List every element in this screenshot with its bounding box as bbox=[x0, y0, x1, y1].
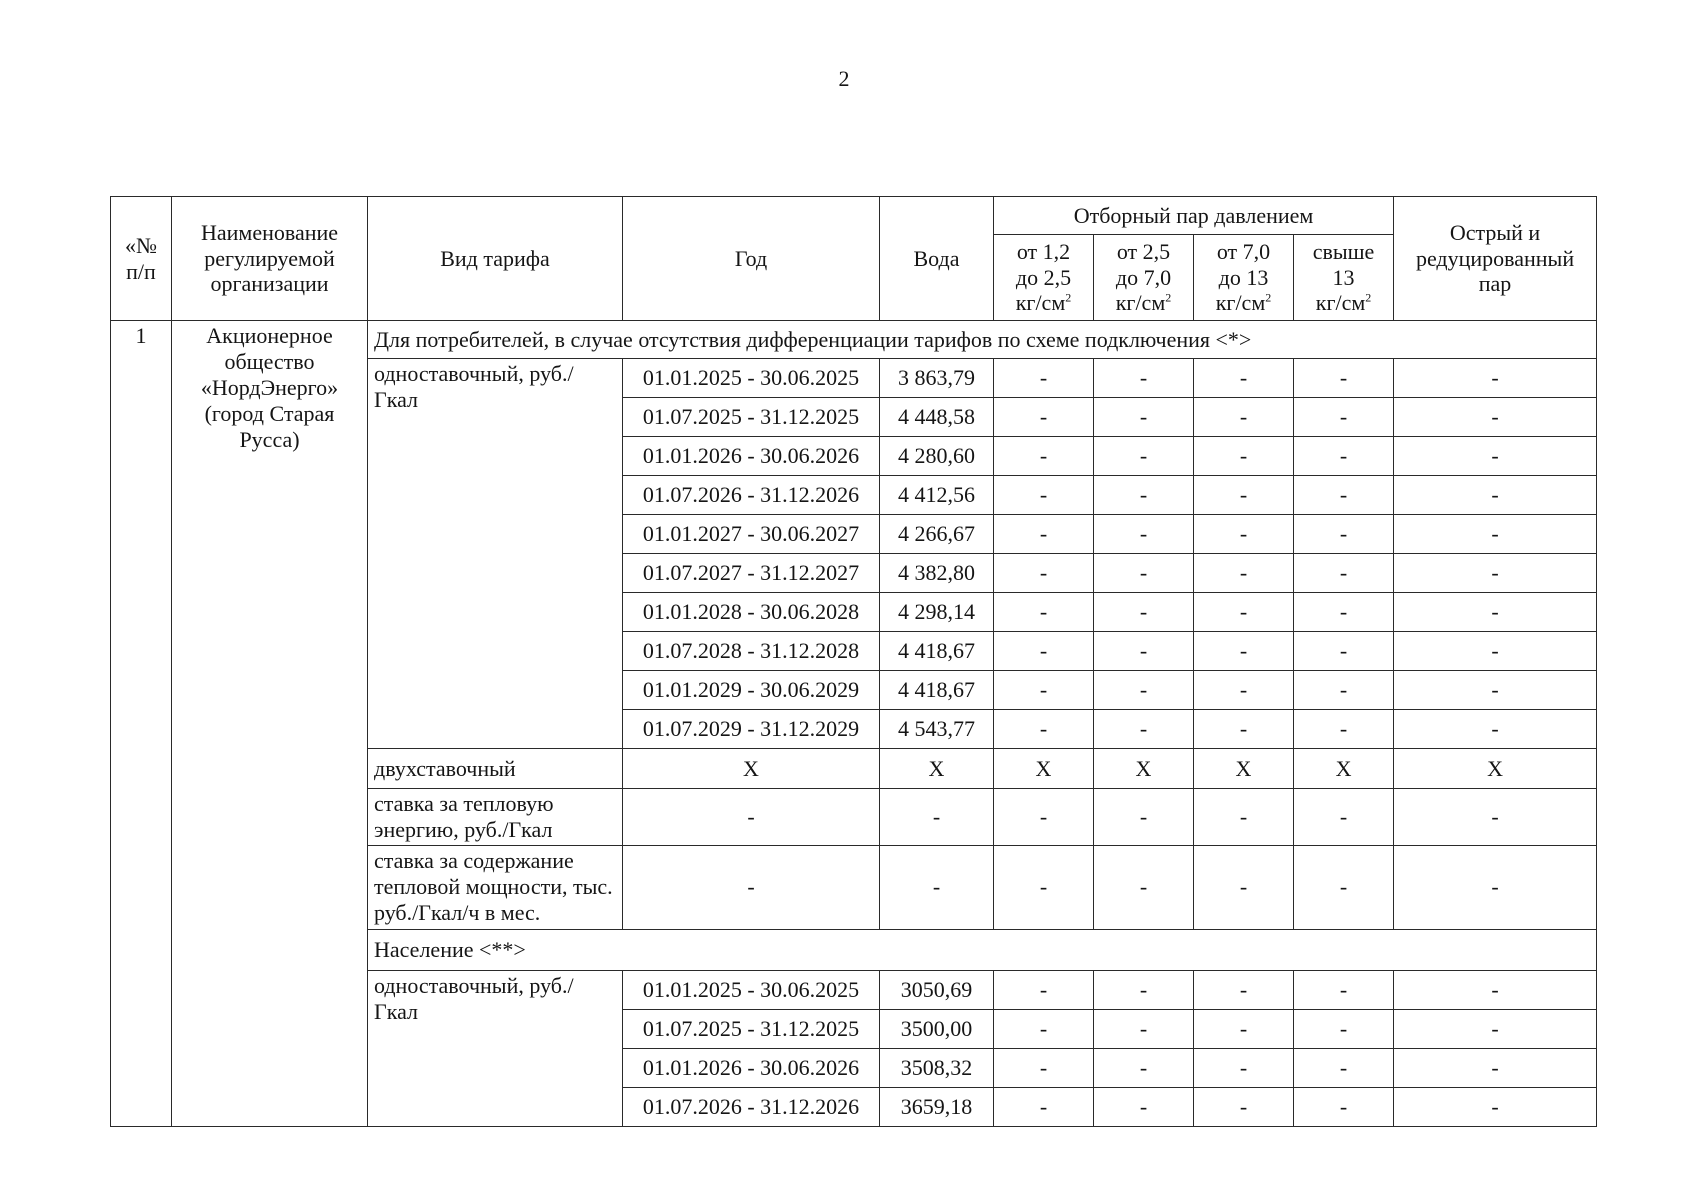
org-name: Акционерное общество «НордЭнерго» (город Старая Русса) bbox=[172, 321, 368, 1127]
steam-value: - bbox=[1294, 1087, 1394, 1126]
period-cell: 01.01.2029 - 30.06.2029 bbox=[623, 671, 880, 710]
period-cell: - bbox=[623, 789, 880, 846]
steam-value: - bbox=[1094, 554, 1194, 593]
steam-value: - bbox=[994, 437, 1094, 476]
steam-value: - bbox=[994, 845, 1094, 929]
period-cell: 01.07.2025 - 31.12.2025 bbox=[623, 1009, 880, 1048]
water-value: 4 266,67 bbox=[880, 515, 994, 554]
steam-value: - bbox=[1094, 515, 1194, 554]
steam-value: X bbox=[994, 749, 1094, 789]
water-value: 3500,00 bbox=[880, 1009, 994, 1048]
steam-value: X bbox=[1294, 749, 1394, 789]
sharp-steam-value: - bbox=[1394, 845, 1597, 929]
steam-value: - bbox=[1094, 845, 1194, 929]
steam-value: - bbox=[1294, 437, 1394, 476]
steam-value: - bbox=[994, 359, 1094, 398]
steam-value: - bbox=[994, 1087, 1094, 1126]
steam-value: - bbox=[994, 710, 1094, 749]
water-value: 3050,69 bbox=[880, 970, 994, 1009]
header-steam-group: Отборный пар давлением bbox=[994, 197, 1394, 235]
water-value: 4 448,58 bbox=[880, 398, 994, 437]
steam-value: - bbox=[1194, 437, 1294, 476]
period-cell: 01.07.2029 - 31.12.2029 bbox=[623, 710, 880, 749]
period-cell: 01.01.2026 - 30.06.2026 bbox=[623, 1048, 880, 1087]
steam-value: - bbox=[1094, 398, 1194, 437]
steam-value: - bbox=[1194, 632, 1294, 671]
sharp-steam-value: - bbox=[1394, 593, 1597, 632]
steam-value: - bbox=[1194, 1087, 1294, 1126]
water-value: 3508,32 bbox=[880, 1048, 994, 1087]
steam-value: - bbox=[1194, 593, 1294, 632]
steam-value: - bbox=[1194, 1009, 1294, 1048]
steam-value: - bbox=[994, 593, 1094, 632]
header-tariff-type: Вид тарифа bbox=[368, 197, 623, 321]
steam-value: - bbox=[1094, 437, 1194, 476]
sharp-steam-value: - bbox=[1394, 970, 1597, 1009]
steam-value: X bbox=[1094, 749, 1194, 789]
steam-value: - bbox=[1294, 554, 1394, 593]
steam-value: - bbox=[994, 398, 1094, 437]
steam-value: - bbox=[1294, 671, 1394, 710]
tariff-table bbox=[110, 196, 1597, 1127]
steam-value: - bbox=[1194, 970, 1294, 1009]
steam-value: - bbox=[1294, 476, 1394, 515]
steam-value: - bbox=[1294, 710, 1394, 749]
steam-value: - bbox=[1194, 359, 1294, 398]
sharp-steam-value: - bbox=[1394, 398, 1597, 437]
steam-value: - bbox=[994, 632, 1094, 671]
steam-value: - bbox=[1094, 632, 1194, 671]
steam-value: - bbox=[1194, 1048, 1294, 1087]
section-title-row bbox=[111, 321, 1597, 359]
period-cell: X bbox=[623, 749, 880, 789]
water-value: X bbox=[880, 749, 994, 789]
steam-value: - bbox=[1094, 671, 1194, 710]
steam-value: X bbox=[1194, 749, 1294, 789]
header-steam-col: от 1,2 до 2,5 $кг/см^2$ bbox=[994, 235, 1094, 321]
header-steam-col: от 2,5 до 7,0 $кг/см^2$ bbox=[1094, 235, 1194, 321]
steam-value: - bbox=[1294, 970, 1394, 1009]
period-cell: 01.01.2028 - 30.06.2028 bbox=[623, 593, 880, 632]
steam-value: - bbox=[1094, 1009, 1194, 1048]
steam-value: - bbox=[1194, 789, 1294, 846]
sharp-steam-value: - bbox=[1394, 710, 1597, 749]
steam-value: - bbox=[1194, 671, 1294, 710]
water-value: 4 543,77 bbox=[880, 710, 994, 749]
steam-value: - bbox=[1294, 359, 1394, 398]
steam-value: - bbox=[1294, 632, 1394, 671]
steam-value: - bbox=[1094, 476, 1194, 515]
steam-value: - bbox=[1094, 1087, 1194, 1126]
steam-value: - bbox=[994, 671, 1094, 710]
water-value: 4 298,14 bbox=[880, 593, 994, 632]
header-sharp-steam: Острый и редуцированный пар bbox=[1394, 197, 1597, 321]
steam-value: - bbox=[994, 789, 1094, 846]
section-title: Население <**> bbox=[368, 929, 1597, 970]
period-cell: 01.01.2026 - 30.06.2026 bbox=[623, 437, 880, 476]
sharp-steam-value: - bbox=[1394, 476, 1597, 515]
steam-value: - bbox=[994, 476, 1094, 515]
water-value: - bbox=[880, 789, 994, 846]
tariff-type-label: ставка за тепловую энергию, руб./Гкал bbox=[368, 789, 623, 846]
water-value: 3659,18 bbox=[880, 1087, 994, 1126]
tariff-type-label: двухставочный bbox=[368, 749, 623, 789]
steam-value: - bbox=[994, 1048, 1094, 1087]
water-value: 3 863,79 bbox=[880, 359, 994, 398]
header-org-name: Наименование регулируемой организации bbox=[172, 197, 368, 321]
steam-value: - bbox=[994, 1009, 1094, 1048]
period-cell: 01.01.2025 - 30.06.2025 bbox=[623, 359, 880, 398]
steam-value: - bbox=[1294, 593, 1394, 632]
period-cell: 01.07.2025 - 31.12.2025 bbox=[623, 398, 880, 437]
steam-value: - bbox=[1094, 970, 1194, 1009]
steam-value: - bbox=[1294, 1009, 1394, 1048]
steam-value: - bbox=[1094, 1048, 1194, 1087]
sharp-steam-value: - bbox=[1394, 789, 1597, 846]
period-cell: 01.07.2026 - 31.12.2026 bbox=[623, 476, 880, 515]
sharp-steam-value: - bbox=[1394, 515, 1597, 554]
sharp-steam-value: - bbox=[1394, 632, 1597, 671]
period-cell: 01.07.2028 - 31.12.2028 bbox=[623, 632, 880, 671]
water-value: 4 280,60 bbox=[880, 437, 994, 476]
page-number: 2 bbox=[838, 66, 850, 91]
steam-value: - bbox=[1194, 845, 1294, 929]
sharp-steam-value: - bbox=[1394, 671, 1597, 710]
steam-value: - bbox=[1094, 710, 1194, 749]
steam-value: - bbox=[1194, 710, 1294, 749]
water-value: 4 418,67 bbox=[880, 671, 994, 710]
header-steam-col: свыше 13 $кг/см^2$ bbox=[1294, 235, 1394, 321]
period-cell: 01.01.2027 - 30.06.2027 bbox=[623, 515, 880, 554]
steam-value: - bbox=[1194, 476, 1294, 515]
header-steam-col: от 7,0 до 13 $кг/см^2$ bbox=[1194, 235, 1294, 321]
sharp-steam-value: - bbox=[1394, 1087, 1597, 1126]
sharp-steam-value: - bbox=[1394, 359, 1597, 398]
steam-value: - bbox=[1294, 845, 1394, 929]
steam-value: - bbox=[1194, 398, 1294, 437]
tariff-type-label: одноставочный, руб./Гкал bbox=[368, 359, 623, 749]
sharp-steam-value: X bbox=[1394, 749, 1597, 789]
section-title: Для потребителей, в случае отсутствия дифференциации тарифов по схеме подключения <*> bbox=[368, 321, 1597, 359]
period-cell: 01.01.2025 - 30.06.2025 bbox=[623, 970, 880, 1009]
org-number: 1 bbox=[111, 321, 172, 1127]
header-num: «№ п/п bbox=[111, 197, 172, 321]
water-value: 4 418,67 bbox=[880, 632, 994, 671]
steam-value: - bbox=[1194, 515, 1294, 554]
header-year: Год bbox=[623, 197, 880, 321]
steam-value: - bbox=[1194, 554, 1294, 593]
steam-value: - bbox=[994, 970, 1094, 1009]
steam-value: - bbox=[1294, 515, 1394, 554]
sharp-steam-value: - bbox=[1394, 554, 1597, 593]
period-cell: - bbox=[623, 845, 880, 929]
water-value: - bbox=[880, 845, 994, 929]
steam-value: - bbox=[1094, 359, 1194, 398]
period-cell: 01.07.2027 - 31.12.2027 bbox=[623, 554, 880, 593]
steam-value: - bbox=[1294, 398, 1394, 437]
steam-value: - bbox=[1294, 789, 1394, 846]
steam-value: - bbox=[1094, 593, 1194, 632]
water-value: 4 382,80 bbox=[880, 554, 994, 593]
header-water: Вода bbox=[880, 197, 994, 321]
water-value: 4 412,56 bbox=[880, 476, 994, 515]
tariff-type-label: ставка за содержание тепловой мощности, тыс. руб./Гкал/ч в мес. bbox=[368, 845, 623, 929]
sharp-steam-value: - bbox=[1394, 437, 1597, 476]
steam-value: - bbox=[994, 515, 1094, 554]
sharp-steam-value: - bbox=[1394, 1048, 1597, 1087]
period-cell: 01.07.2026 - 31.12.2026 bbox=[623, 1087, 880, 1126]
steam-value: - bbox=[1094, 789, 1194, 846]
steam-value: - bbox=[1294, 1048, 1394, 1087]
tariff-type-label: одноставочный, руб./Гкал bbox=[368, 970, 623, 1126]
steam-value: - bbox=[994, 554, 1094, 593]
sharp-steam-value: - bbox=[1394, 1009, 1597, 1048]
